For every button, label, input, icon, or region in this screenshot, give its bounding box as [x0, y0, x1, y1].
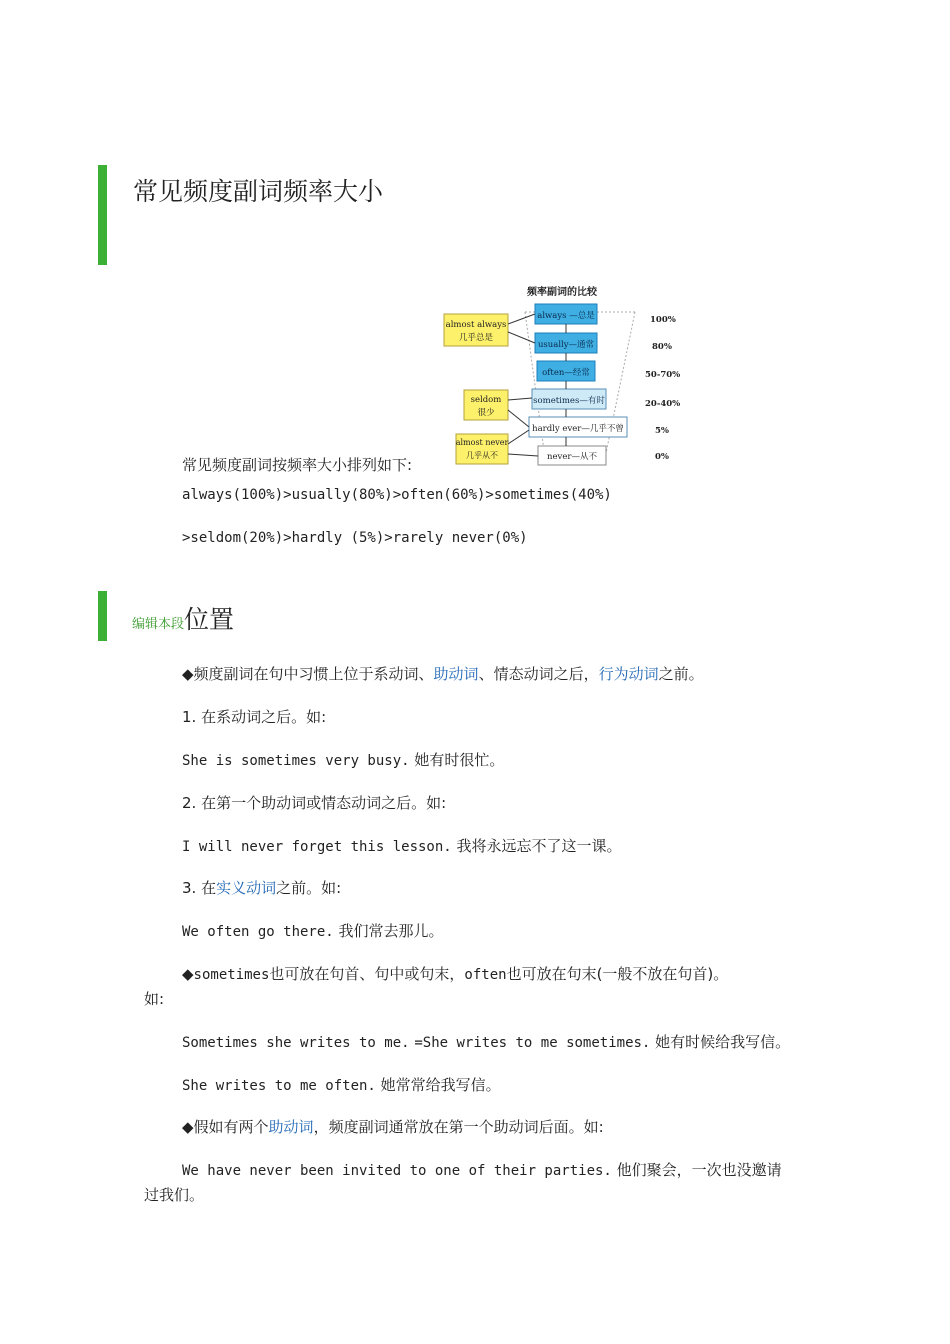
example-2-zh: 我将永远忘不了这一课。 — [456, 837, 622, 855]
item-3-text: 之前。如: — [276, 879, 342, 897]
example-6 — [182, 1159, 782, 1180]
section-title: 位置 — [184, 605, 235, 634]
rule-2-continuation: 如: — [144, 990, 165, 1008]
box-never-label: never—从不 — [547, 452, 597, 462]
side-box-almost-never-en: almost never — [455, 438, 509, 447]
side-box-almost-always-zh: 几乎总是 — [458, 333, 494, 343]
item-3-text: 3. 在 — [182, 879, 217, 897]
rule-3-text: ◆假如有两个 — [182, 1118, 269, 1136]
box-often-label: often—经常 — [542, 368, 590, 378]
intro-lead: 常见频度副词按频率大小排列如下: — [182, 456, 413, 474]
rule-3 — [182, 1116, 604, 1137]
link-action-verb[interactable]: 行为动词 — [598, 665, 659, 683]
example-4-en-2: =She writes to me sometimes. — [414, 1035, 651, 1051]
rule-2 — [182, 963, 728, 984]
edit-section-link[interactable]: 编辑本段 — [132, 617, 185, 632]
connector-6 — [508, 454, 538, 456]
section-accent-bar-2 — [98, 591, 107, 641]
frequency-diagram — [440, 280, 690, 470]
rule-2-word: sometimes — [193, 967, 270, 983]
frequency-order-line-2: >seldom(20%)>hardly (5%)>rarely never(0%) — [182, 530, 528, 546]
example-5-zh: 她常常给我写信。 — [380, 1076, 501, 1094]
item-2: 2. 在第一个助动词或情态动词之后。如: — [182, 794, 447, 812]
example-4-en-1: Sometimes she writes to me. — [182, 1035, 410, 1051]
diagram-title: 频率副词的比较 — [527, 287, 597, 298]
connector-1 — [508, 314, 535, 324]
item-3 — [182, 877, 341, 898]
section-heading-position — [132, 600, 234, 636]
example-4 — [182, 1031, 790, 1052]
side-box-seldom-zh: 很少 — [477, 408, 495, 418]
example-5 — [182, 1074, 501, 1095]
side-box-almost-never-zh: 几乎从不 — [466, 451, 498, 460]
section-accent-bar — [98, 165, 107, 265]
example-6-continuation: 过我们。 — [144, 1186, 205, 1204]
example-4-zh: 她有时候给我写信。 — [655, 1033, 791, 1051]
box-always-label: always —总是 — [537, 311, 595, 321]
link-notional-verb[interactable]: 实义动词 — [216, 879, 277, 897]
example-3 — [182, 920, 444, 941]
example-1-en: She is sometimes very busy. — [182, 753, 410, 769]
example-3-en: We often go there. — [182, 924, 334, 940]
rule-1-text: 、情态动词之后， — [478, 665, 599, 683]
box-usually-label: usually—通常 — [537, 340, 595, 350]
example-1 — [182, 749, 504, 770]
example-2-en: I will never forget this lesson. — [182, 839, 452, 855]
connector-2 — [508, 332, 535, 343]
example-1-zh: 她有时很忙。 — [414, 751, 505, 769]
percent-5: 5% — [655, 426, 669, 436]
rule-2-text: 也可放在句末(一般不放在句首)。 — [506, 965, 729, 983]
percent-80: 80% — [652, 342, 672, 352]
connector-5 — [508, 430, 529, 444]
example-2 — [182, 835, 622, 856]
box-sometimes-label: sometimes—有时 — [533, 396, 605, 406]
rule-2-word: often — [464, 967, 507, 983]
example-5-en: She writes to me often. — [182, 1078, 376, 1094]
rule-1-text: ◆频度副词在句中习惯上位于系动词、 — [182, 665, 434, 683]
percent-0: 0% — [655, 452, 669, 462]
link-auxiliary-verb-2[interactable]: 助动词 — [268, 1118, 314, 1136]
rule-1-text: 之前。 — [658, 665, 704, 683]
rule-2-text: 也可放在句首、句中或句末， — [269, 965, 465, 983]
example-6-zh: 他们聚会，一次也没邀请 — [616, 1161, 782, 1179]
example-6-en: We have never been invited to one of their parties. — [182, 1163, 612, 1179]
rule-3-text: ，频度副词通常放在第一个助动词后面。如: — [313, 1118, 604, 1136]
link-auxiliary-verb[interactable]: 助动词 — [433, 665, 479, 683]
page-title: 常见频度副词频率大小 — [133, 177, 384, 206]
rule-1 — [182, 663, 704, 684]
example-3-zh: 我们常去那儿。 — [338, 922, 444, 940]
item-1: 1. 在系动词之后。如: — [182, 708, 327, 726]
percent-50-70: 50-70% — [645, 370, 681, 380]
connector-4 — [508, 410, 529, 427]
box-hardly-ever-label: hardly ever—几乎不曾 — [532, 424, 624, 434]
connector-3 — [508, 398, 532, 400]
rule-2-text: ◆ — [182, 965, 194, 983]
percent-20-40: 20-40% — [645, 399, 681, 409]
percent-100: 100% — [650, 315, 676, 325]
side-box-almost-always-en: almost always — [445, 320, 507, 330]
side-box-seldom-en: seldom — [470, 395, 502, 405]
frequency-order-line-1: always(100%)>usually(80%)>often(60%)>sometimes(40%) — [182, 487, 612, 503]
